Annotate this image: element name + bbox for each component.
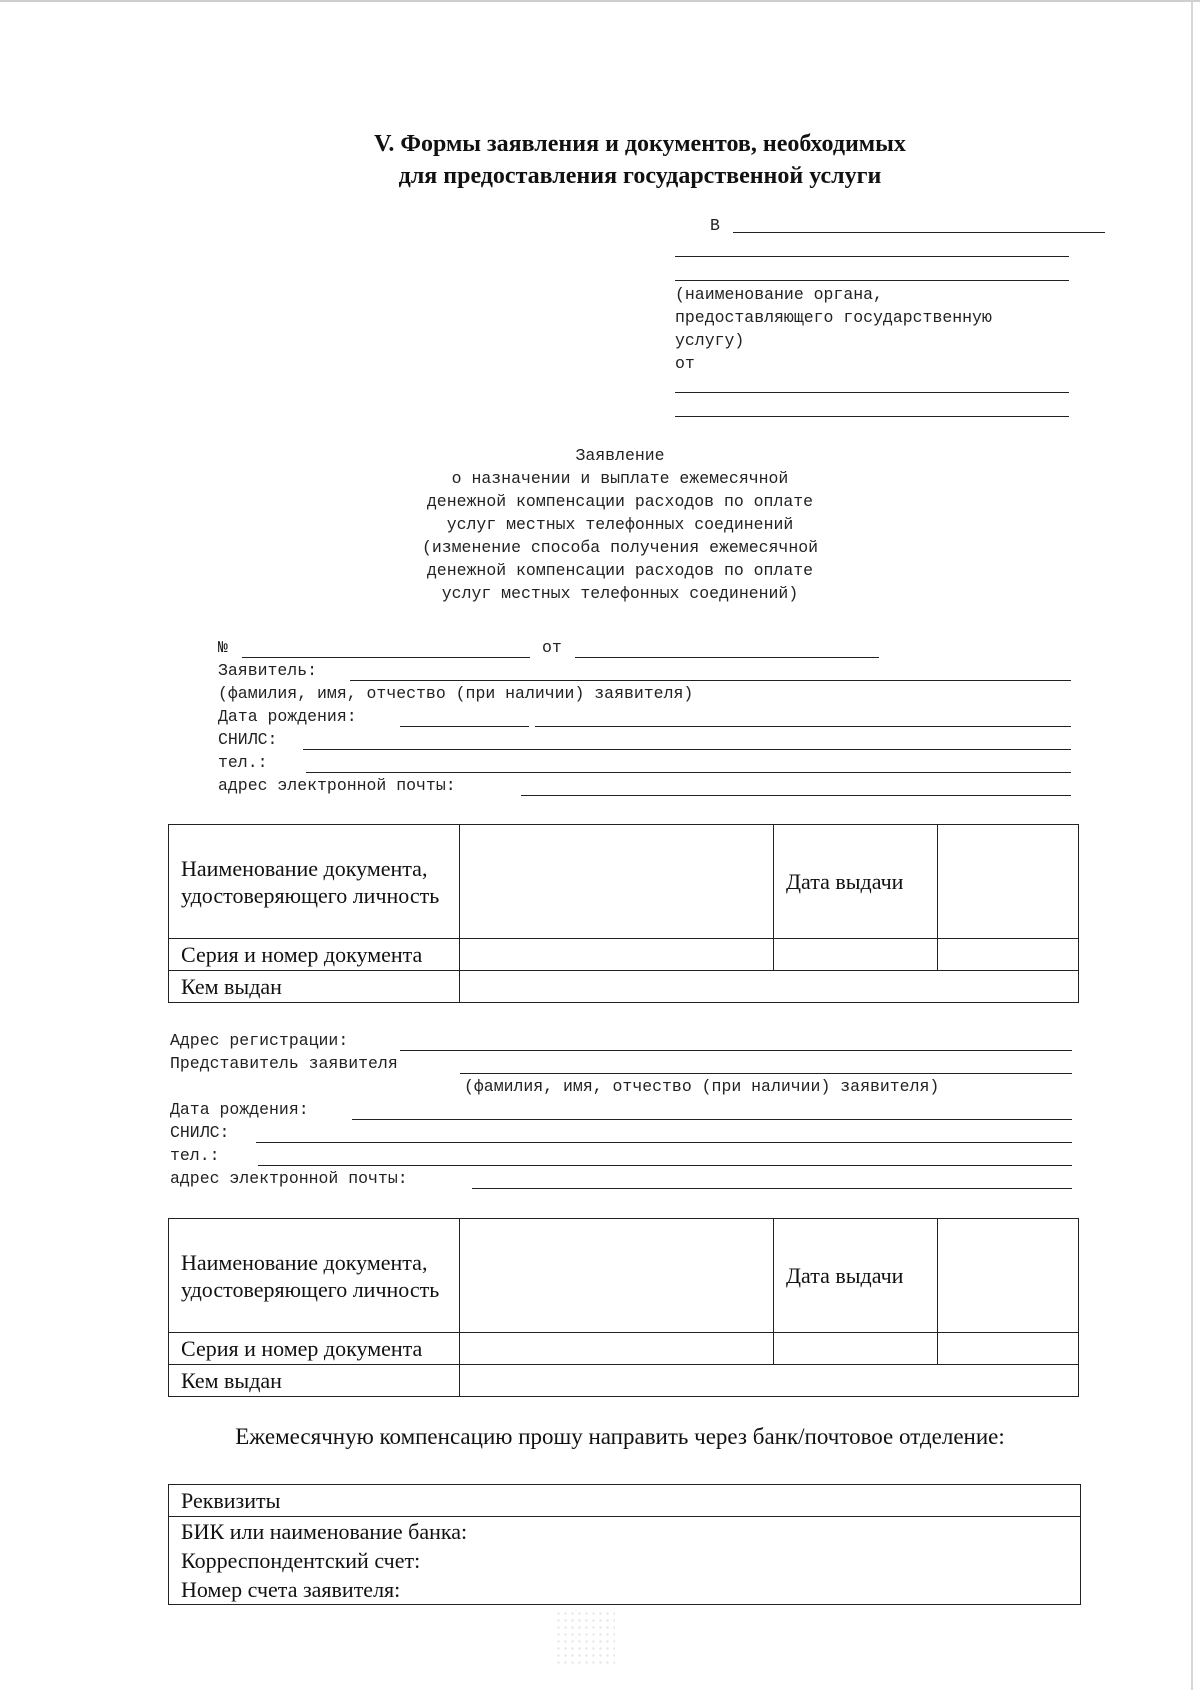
rep-email-field[interactable] [472,1188,1072,1189]
scan-edge [1191,0,1193,1690]
issue-date-label-cell: Дата выдачи [774,1219,938,1333]
scan-top-edge [0,0,1200,2]
doc-name-label-cell: Наименование документа, удостоверяющего личность [169,825,460,939]
issue-date-label-cell: Дата выдачи [774,825,938,939]
application-title-line: (изменение способа получения ежемесячной [421,538,819,557]
org-caption [675,283,992,375]
applicant-label: Заявитель: [218,661,318,680]
rep-birth-field[interactable] [352,1119,1072,1120]
snils-label: СНИЛС: [218,730,278,749]
application-title-line: о назначении и выплате ежемесячной [451,469,789,488]
date-from-label: от [542,638,562,657]
issued-by-value-cell[interactable] [460,971,1079,1003]
org-line-2[interactable] [675,280,1069,281]
issue-date-value-cell[interactable] [938,825,1079,939]
number-field[interactable] [242,657,530,658]
from-line-1[interactable] [675,392,1069,393]
issued-by-label-cell: Кем выдан [169,971,460,1003]
series-label-cell: Серия и номер документа [169,1333,460,1365]
email-label: адрес электронной почты: [218,776,456,795]
application-title-line: Заявление [575,446,665,465]
payment-request-text: Ежемесячную компенсацию прошу направить через банк/почтовое отделение: [235,1424,1005,1449]
series-extra-cell[interactable] [938,1333,1079,1365]
rep-field[interactable] [460,1073,1072,1074]
series-extra-cell[interactable] [938,939,1079,971]
applicant-fio-caption: (фамилия, имя, отчество (при наличии) заявителя) [218,684,694,703]
bank-row[interactable]: БИК или наименование банка: [181,1519,468,1544]
section-title [0,128,1200,192]
application-title-line: денежной компенсации расходов по оплате [426,561,814,580]
email-field[interactable] [521,795,1071,796]
phone-field[interactable] [306,772,1071,773]
rep-label: Представитель заявителя [170,1054,398,1073]
scan-noise [555,1610,615,1664]
application-title-line: услуг местных телефонных соединений [446,515,794,534]
applicant-field[interactable] [350,680,1071,681]
to-line[interactable] [733,232,1105,233]
doc-name-value-cell[interactable] [460,1219,774,1333]
from-line-2[interactable] [675,416,1069,417]
doc-name-label-cell: Наименование документа, удостоверяющего личность [169,1219,460,1333]
application-title [320,444,920,605]
from-label: от [675,354,695,373]
number-label: № [218,638,228,657]
series-value-cell[interactable] [460,939,774,971]
phone-label: тел.: [218,753,268,772]
rep-phone-field[interactable] [258,1165,1072,1166]
reg-address-label: Адрес регистрации: [170,1031,349,1050]
series-value-cell[interactable] [460,1333,774,1365]
issued-by-value-cell[interactable] [460,1365,1079,1397]
application-title-line: услуг местных телефонных соединений) [441,584,799,603]
issue-date-value-cell[interactable] [938,1219,1079,1333]
rep-snils-label: СНИЛС: [170,1123,230,1142]
snils-field[interactable] [303,749,1071,750]
reg-address-field[interactable] [400,1050,1072,1051]
requisites-box [168,1484,1081,1605]
to-label: В [710,216,720,235]
series-extra-cell[interactable] [774,939,938,971]
id-document-table-representative [168,1218,1079,1397]
series-label-cell: Серия и номер документа [169,939,460,971]
rep-phone-label: тел.: [170,1146,220,1165]
application-title-line: денежной компенсации расходов по оплате [426,492,814,511]
corr-account-row[interactable]: Корреспондентский счет: [181,1548,421,1573]
rep-fio-caption: (фамилия, имя, отчество (при наличии) заявителя) [464,1077,940,1096]
requisites-header: Реквизиты [169,1485,1080,1517]
id-document-table-applicant [168,824,1079,1003]
doc-name-value-cell[interactable] [460,825,774,939]
series-extra-cell[interactable] [774,1333,938,1365]
rep-email-label: адрес электронной почты: [170,1169,408,1188]
org-caption-line3: услугу) [675,331,745,350]
org-caption-line2: предоставляющего государственную [675,308,992,327]
birth-label: Дата рождения: [218,707,357,726]
date-from-field[interactable] [575,657,879,658]
section-title-line1: V. Формы заявления и документов, необходимых [374,131,906,157]
account-row[interactable]: Номер счета заявителя: [181,1577,401,1602]
birth-field-2[interactable] [535,726,1071,727]
birth-field-1[interactable] [400,726,529,727]
org-line-1[interactable] [675,256,1069,257]
org-caption-line1: (наименование органа, [675,285,883,304]
section-title-line2: для предоставления государственной услуги [398,163,882,189]
issued-by-label-cell: Кем выдан [169,1365,460,1397]
rep-birth-label: Дата рождения: [170,1100,309,1119]
rep-snils-field[interactable] [256,1142,1072,1143]
